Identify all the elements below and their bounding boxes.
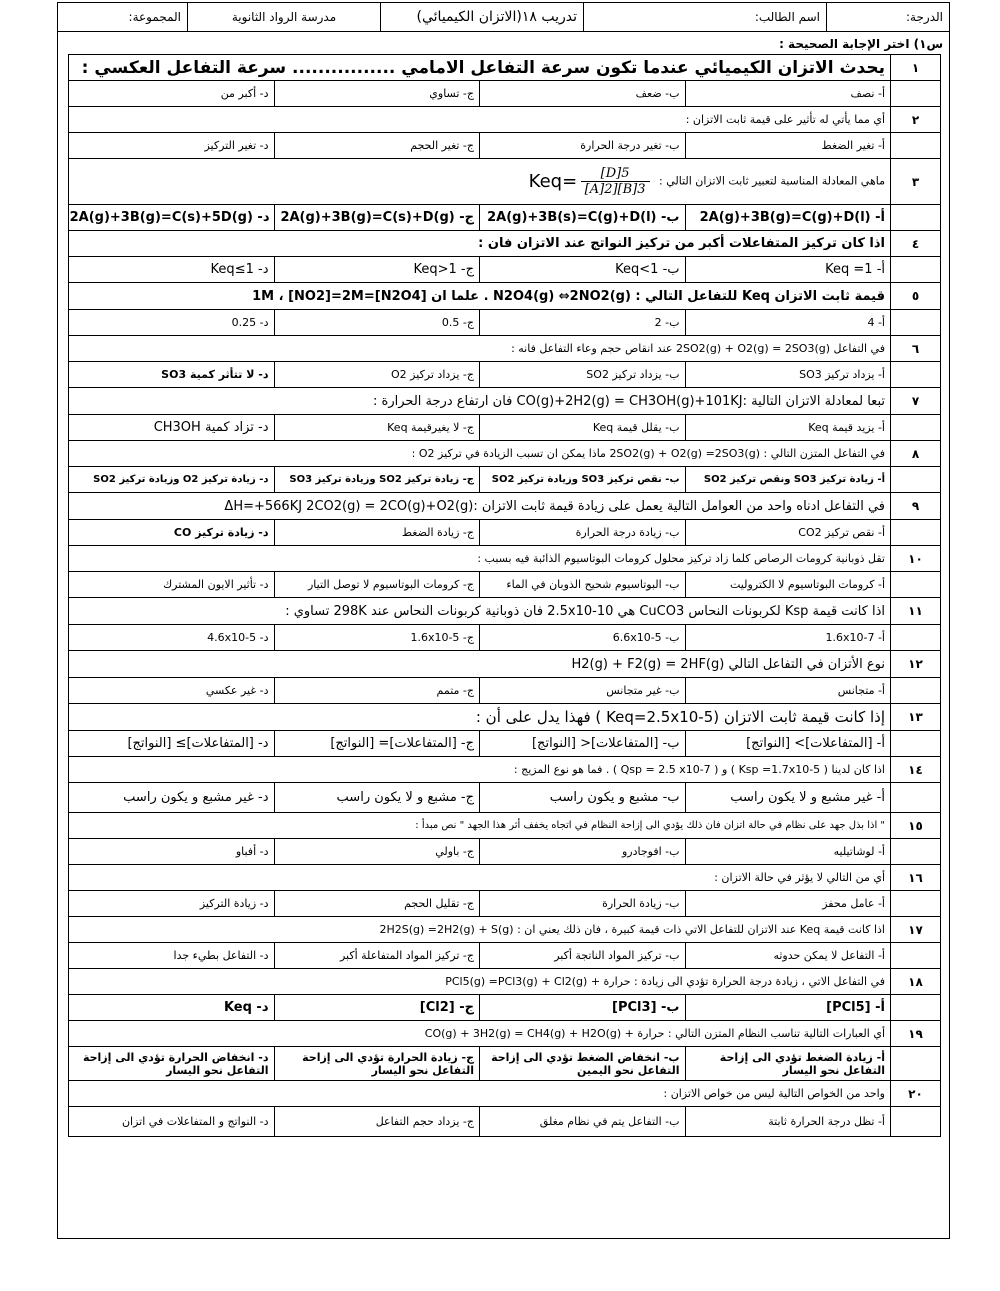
option-d[interactable]: د- التفاعل بطيء جدا: [69, 943, 275, 969]
option-a[interactable]: أ- نقص تركيز CO2: [685, 520, 891, 546]
option-c[interactable]: ج- 1.6x10-5: [274, 625, 480, 651]
question-number: ١٤: [891, 757, 941, 783]
question-number: ١: [891, 55, 941, 81]
question-text: أي من التالي لا يؤثر في حالة الاتزان :: [69, 865, 891, 891]
option-d[interactable]: د- Keq: [69, 995, 275, 1021]
option-d[interactable]: د- [المتفاعلات]≥ [النواتج]: [69, 731, 275, 757]
option-b[interactable]: ب- ضعف: [480, 81, 686, 107]
keq-denominator: [A]2][B]3: [584, 182, 646, 197]
question-number: ٥: [891, 283, 941, 310]
options-row: [69, 1107, 941, 1137]
question-text: اذا كانت قيمة Ksp لكربونات النحاس CuCO3 هي 2.5x10-10 فان ذوبانية كربونات النحاس عند 298K تساوي :: [69, 598, 891, 625]
options-row: [69, 81, 941, 107]
option-a[interactable]: أ- التفاعل لا يمكن حدوثه: [685, 943, 891, 969]
exam-page: [57, 2, 950, 1239]
option-d[interactable]: د- انخفاض الحرارة تؤدي الى إزاحة التفاعل نحو اليسار: [69, 1047, 275, 1081]
question-text: في التفاعل 2SO2(g) + O2(g) = 2SO3(g) عند انقاص حجم وعاء التفاعل فانه :: [69, 336, 891, 362]
question-number: ١١: [891, 598, 941, 625]
option-d[interactable]: د- غير مشبع و يكون راسب: [69, 783, 275, 813]
question-number: ٦: [891, 336, 941, 362]
option-d[interactable]: د- 1≥Keq: [69, 257, 275, 283]
option-b[interactable]: ب- زيادة الحرارة: [480, 891, 686, 917]
question-text: في التفاعل الاتي ، زيادة درجة الحرارة تؤدي الى زيادة : حرارة + PCl5(g) =PCl3(g) + Cl2(g): [69, 969, 891, 995]
option-a[interactable]: أ- Keq =1: [685, 257, 891, 283]
student-name-field[interactable]: اسم الطالب:: [584, 3, 827, 32]
option-c[interactable]: ج- كرومات البوتاسيوم لا توصل التيار: [274, 572, 480, 598]
question-text: اذا كان تركيز المتفاعلات أكبر من تركيز النواتج عند الاتزان فان :: [69, 231, 891, 257]
question-row: [69, 493, 941, 520]
question-row: [69, 283, 941, 310]
option-d[interactable]: د- 2A(g)+3B(g)=C(s)+5D(g): [69, 205, 275, 231]
option-c[interactable]: ج- باولي: [274, 839, 480, 865]
question-row: [69, 1081, 941, 1107]
option-c[interactable]: ج- زيادة الضغط: [274, 520, 480, 546]
question-text: ماهي المعادلة المناسبة لتعبير ثابت الاتزان التالي :: [659, 174, 885, 188]
option-a[interactable]: أ- يزداد تركيز SO3: [685, 362, 891, 388]
question-row: [69, 598, 941, 625]
option-d[interactable]: د- تأثير الايون المشترك: [69, 572, 275, 598]
options-row: [69, 839, 941, 865]
option-a[interactable]: أ- 4: [685, 310, 891, 336]
option-c[interactable]: ج- 0.5: [274, 310, 480, 336]
question-row: [69, 231, 941, 257]
option-b[interactable]: ب- يزداد تركيز SO2: [480, 362, 686, 388]
option-c[interactable]: ج- تركيز المواد المتفاعلة أكبر: [274, 943, 480, 969]
option-b[interactable]: ب- [PCl3]: [480, 995, 686, 1021]
question-text: اذا كان لدينا ( Ksp =1.7x10-5 ) و ( Qsp = 2.5 x10-7 ) . فما هو نوع المزيج :: [69, 757, 891, 783]
question-row: [69, 704, 941, 731]
option-b[interactable]: ب- 2: [480, 310, 686, 336]
option-b[interactable]: ب- التفاعل يتم في نظام مغلق: [480, 1107, 686, 1137]
questions-table: [68, 54, 941, 1137]
option-b[interactable]: ب- 1>Keq: [480, 257, 686, 283]
option-b[interactable]: ب- انخفاض الضغط تؤدي الى إزاحة التفاعل نحو اليمين: [480, 1047, 686, 1081]
question-number: ١٩: [891, 1021, 941, 1047]
question-text: تبعا لمعادلة الاتزان التالية :CO(g)+2H2(g) = CH3OH(g)+101KJ فان ارتفاع درجة الحرارة :: [69, 388, 891, 415]
question-text: واحد من الخواص التالية ليس من خواص الاتزان :: [69, 1081, 891, 1107]
option-b[interactable]: ب- نقص تركيز SO3 وزيادة تركيز SO2: [480, 467, 686, 493]
option-b[interactable]: ب- [المتفاعلات]< [النواتج]: [480, 731, 686, 757]
question-text: تقل ذوبانية كرومات الرصاص كلما زاد تركيز محلول كرومات البوتاسيوم الذائبة فيه بسبب :: [69, 546, 891, 572]
exam-title: تدريب ١٨(الاتزان الكيميائي): [381, 3, 584, 32]
question-row: [69, 388, 941, 415]
question-row: [69, 546, 941, 572]
question-number: ١٧: [891, 917, 941, 943]
options-row: [69, 731, 941, 757]
option-b[interactable]: ب- زيادة درجة الحرارة: [480, 520, 686, 546]
options-row: [69, 415, 941, 441]
question-text: نوع الأتزان في التفاعل التالي H2(g) + F2(g) = 2HF(g): [69, 651, 891, 678]
question-number: ١٠: [891, 546, 941, 572]
question-row: [69, 969, 941, 995]
question-row: [69, 813, 941, 839]
option-d[interactable]: د- تغير التركيز: [69, 133, 275, 159]
option-a[interactable]: أ- تغير الضغط: [685, 133, 891, 159]
options-row: [69, 205, 941, 231]
question-text: يحدث الاتزان الكيميائي عندما تكون سرعة التفاعل الامامي ................ سرعة التفاعل العكسي :: [69, 55, 891, 81]
question-number: ١٣: [891, 704, 941, 731]
question-text: أي العبارات التالية تناسب النظام المتزن التالي : حرارة + CO(g) + 3H2(g) = CH4(g) + H2O(g): [69, 1021, 891, 1047]
options-row: [69, 783, 941, 813]
question-number: ٧: [891, 388, 941, 415]
section-instruction: س١) اختر الإجابة الصحيحة :: [57, 32, 950, 54]
question-number: ٣: [891, 159, 941, 205]
options-row: [69, 133, 941, 159]
option-c[interactable]: ج- [المتفاعلات]= [النواتج]: [274, 731, 480, 757]
question-text: اذا كانت قيمة Keq عند الاتزان للتفاعل الاتي ذات قيمة كبيرة ، فان ذلك يعني ان : 2H2S(g) =2H2(g) + S(g): [69, 917, 891, 943]
option-d[interactable]: د- تزاد كمية CH3OH: [69, 415, 275, 441]
option-b[interactable]: ب- تغير درجة الحرارة: [480, 133, 686, 159]
options-row: [69, 467, 941, 493]
question-text: في التفاعل ادناه واحد من العوامل التالية يعمل على زيادة قيمة ثابت الاتزان :ΔH=+566KJ 2CO2(g) = 2CO(g)+O2(g): [69, 493, 891, 520]
option-c[interactable]: ج- تغير الحجم: [274, 133, 480, 159]
question-text: إذا كانت قيمة ثابت الاتزان (Keq=2.5x10-5 ) فهذا يدل على أن :: [69, 704, 891, 731]
question-text: في التفاعل المتزن التالي : 2SO2(g) + O2(g) =2SO3(g) ماذا يمكن ان تسبب الزيادة في تركيز O2 :: [69, 441, 891, 467]
option-d[interactable]: د- زيادة تركيز CO: [69, 520, 275, 546]
options-row: [69, 1047, 941, 1081]
option-d[interactable]: د- 0.25: [69, 310, 275, 336]
option-d[interactable]: د- أفباو: [69, 839, 275, 865]
option-b[interactable]: ب- يقلل قيمة Keq: [480, 415, 686, 441]
option-d[interactable]: د- غير عكسي: [69, 678, 275, 704]
option-a[interactable]: أ- نصف: [685, 81, 891, 107]
option-c[interactable]: ج- زيادة تركيز SO2 وزيادة تركيز SO3: [274, 467, 480, 493]
options-row: [69, 310, 941, 336]
option-a[interactable]: أ- [المتفاعلات]> [النواتج]: [685, 731, 891, 757]
question-number: ٨: [891, 441, 941, 467]
option-a[interactable]: أ- 2A(g)+3B(g)=C(g)+D(l): [685, 205, 891, 231]
question-row: [69, 159, 941, 205]
option-b[interactable]: ب- 6.6x10-5: [480, 625, 686, 651]
question-text: " اذا بذل جهد على نظام في حالة اتزان فان ذلك يؤدي الى إزاحة النظام في اتجاه يخفف أثر هذا الجهد " نص مبدأ :: [69, 813, 891, 839]
option-a[interactable]: أ- كرومات البوتاسيوم لا الكتروليت: [685, 572, 891, 598]
option-d[interactable]: د- النواتج و المتفاعلات في اتزان: [69, 1107, 275, 1137]
question-number: ٢: [891, 107, 941, 133]
option-a[interactable]: أ- متجانس: [685, 678, 891, 704]
option-d[interactable]: د- زيادة تركيز O2 وزيادة تركيز SO2: [69, 467, 275, 493]
option-a[interactable]: أ- يزيد قيمة Keq: [685, 415, 891, 441]
option-b[interactable]: ب- 2A(g)+3B(s)=C(g)+D(l): [480, 205, 686, 231]
options-row: [69, 520, 941, 546]
option-a[interactable]: أ- زيادة الضغط تؤدي الى إزاحة التفاعل نحو اليسار: [685, 1047, 891, 1081]
question-row: [69, 1021, 941, 1047]
options-row: [69, 625, 941, 651]
keq-expression: [529, 166, 650, 197]
question-number: ١٥: [891, 813, 941, 839]
option-d[interactable]: د- 4.6x10-5: [69, 625, 275, 651]
option-a[interactable]: أ- 1.6x10-7: [685, 625, 891, 651]
option-b[interactable]: ب- غير متجانس: [480, 678, 686, 704]
question-row: [69, 441, 941, 467]
options-row: [69, 678, 941, 704]
keq-lhs: Keq=: [528, 171, 578, 192]
options-row: [69, 572, 941, 598]
question-number: ٤: [891, 231, 941, 257]
question-row: [69, 107, 941, 133]
grade-field[interactable]: الدرجة:: [827, 3, 950, 32]
option-b[interactable]: ب- مشبع و يكون راسب: [480, 783, 686, 813]
school-name: مدرسة الرواد الثانوية: [188, 3, 381, 32]
option-c[interactable]: ج- 2A(g)+3B(g)=C(s)+D(g): [274, 205, 480, 231]
option-c[interactable]: ج- مشبع و لا يكون راسب: [274, 783, 480, 813]
question-text: قيمة ثابت الاتزان Keq للتفاعل التالي : N2O4(g) ⇔2NO2(g) . علما ان [N2O4]=1M ، [NO2]=2M: [69, 283, 891, 310]
option-c[interactable]: ج- تساوي: [274, 81, 480, 107]
options-row: [69, 943, 941, 969]
question-number: ١٢: [891, 651, 941, 678]
keq-numerator: [D]5: [581, 166, 650, 182]
option-c[interactable]: ج- 1<Keq: [274, 257, 480, 283]
question-row: [69, 865, 941, 891]
question-number: ١٨: [891, 969, 941, 995]
option-b[interactable]: ب- تركيز المواد الناتجة أكبر: [480, 943, 686, 969]
option-c[interactable]: ج- لا يغيرقيمة Keq: [274, 415, 480, 441]
option-b[interactable]: ب- البوتاسيوم شحيح الذوبان في الماء: [480, 572, 686, 598]
option-c[interactable]: ج- متمم: [274, 678, 480, 704]
header-table: [57, 2, 950, 32]
option-a[interactable]: أ- زيادة تركيز SO3 ونقص تركيز SO2: [685, 467, 891, 493]
question-row: [69, 55, 941, 81]
option-b[interactable]: ب- افوجادرو: [480, 839, 686, 865]
option-a[interactable]: أ- غير مشبع و لا يكون راسب: [685, 783, 891, 813]
options-row: [69, 257, 941, 283]
option-a[interactable]: أ- تظل درجة الحرارة ثابتة: [685, 1107, 891, 1137]
option-d[interactable]: د- أكبر من: [69, 81, 275, 107]
options-row: [69, 362, 941, 388]
question-text: أي مما يأتي له تأثير على قيمة ثابت الاتزان :: [69, 107, 891, 133]
question-row: [69, 651, 941, 678]
option-c[interactable]: ج- [Cl2]: [274, 995, 480, 1021]
option-a[interactable]: أ- عامل محفز: [685, 891, 891, 917]
options-row: [69, 891, 941, 917]
question-row: [69, 757, 941, 783]
option-d[interactable]: د- لا تتأثر كمية SO3: [69, 362, 275, 388]
option-c[interactable]: ج- زيادة الحرارة تؤدي الى إزاحة التفاعل نحو اليسار: [274, 1047, 480, 1081]
question-row: [69, 917, 941, 943]
option-c[interactable]: ج- يزداد تركيز O2: [274, 362, 480, 388]
group-field[interactable]: المجموعة:: [58, 3, 188, 32]
option-c[interactable]: ج- تقليل الحجم: [274, 891, 480, 917]
option-a[interactable]: أ- [PCl5]: [685, 995, 891, 1021]
question-number: ٢٠: [891, 1081, 941, 1107]
question-row: [69, 336, 941, 362]
option-d[interactable]: د- زيادة التركيز: [69, 891, 275, 917]
question-number: ١٦: [891, 865, 941, 891]
question-number: ٩: [891, 493, 941, 520]
option-c[interactable]: ج- يزداد حجم التفاعل: [274, 1107, 480, 1137]
option-a[interactable]: أ- لوشاتيليه: [685, 839, 891, 865]
options-row: [69, 995, 941, 1021]
